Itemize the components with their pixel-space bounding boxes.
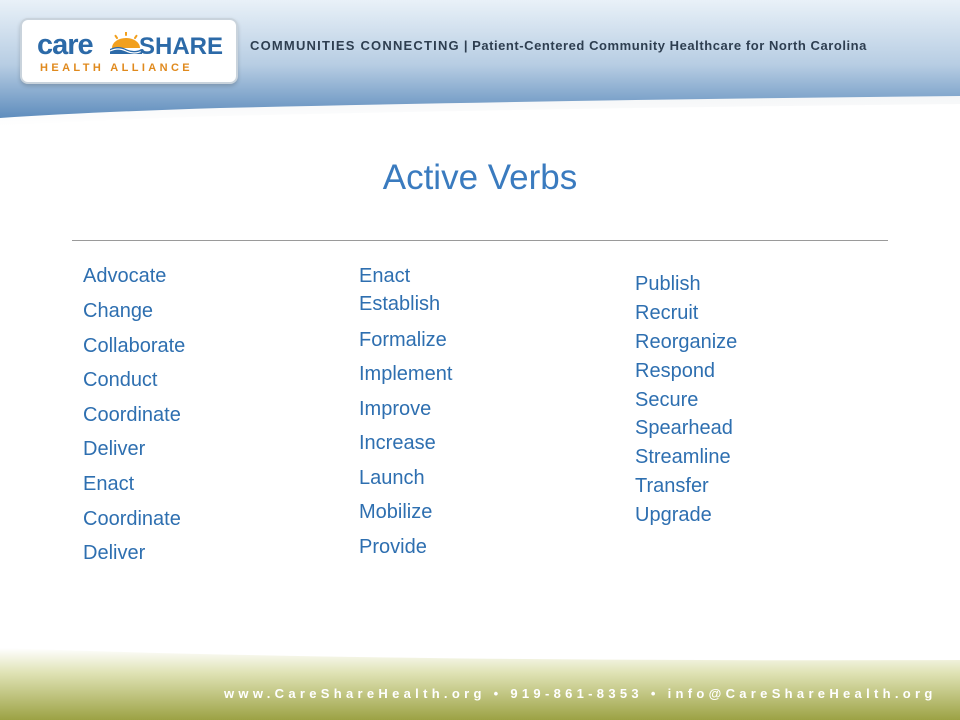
verb-item: Improve — [359, 398, 432, 420]
verb-item: Coordinate — [83, 508, 181, 530]
verb-item: Reorganize — [635, 331, 738, 353]
verb-item: Change — [83, 300, 154, 322]
slide-title: Active Verbs — [382, 158, 578, 197]
verb-item: Conduct — [83, 369, 158, 391]
verb-item: Upgrade — [635, 504, 712, 526]
verb-item: Deliver — [83, 542, 146, 564]
verb-item: Increase — [359, 432, 436, 454]
logo-share-text: SHARE — [139, 33, 224, 60]
verb-item: Coordinate — [83, 404, 181, 426]
verb-item: Advocate — [83, 265, 167, 287]
verb-item: Formalize — [359, 329, 447, 351]
verb-item: Enact — [359, 265, 411, 287]
tagline-bold: COMMUNITIES CONNECTING — [250, 38, 460, 53]
verb-item: Mobilize — [359, 501, 433, 523]
verb-item: Enact — [83, 473, 135, 495]
logo[interactable] — [20, 18, 238, 84]
logo-care-text: care — [37, 29, 93, 61]
title-divider — [72, 240, 888, 241]
verb-item: Streamline — [635, 446, 731, 468]
verb-item: Collaborate — [83, 335, 186, 357]
verb-item: Secure — [635, 389, 699, 411]
verb-item: Establish — [359, 293, 441, 315]
header-tagline — [250, 38, 867, 53]
verb-item: Respond — [635, 360, 716, 382]
footer-contact: www.CareShareHealth.org • 919-861-8353 • info@CareShareHealth.org — [224, 686, 937, 701]
verb-item: Transfer — [635, 475, 709, 497]
verb-item: Launch — [359, 467, 425, 489]
tagline-rest: Patient-Centered Community Healthcare for North Carolina — [472, 38, 867, 53]
logo-subtitle: HEALTH ALLIANCE — [40, 62, 194, 74]
tagline-separator: | — [463, 38, 469, 53]
footer-band — [0, 640, 960, 720]
verb-item: Publish — [635, 273, 701, 295]
verb-item: Deliver — [83, 438, 146, 460]
verb-item: Implement — [359, 363, 453, 385]
verb-item: Spearhead — [635, 417, 733, 439]
sunrise-icon — [110, 32, 142, 54]
verb-item: Provide — [359, 536, 427, 558]
verb-item: Recruit — [635, 302, 699, 324]
